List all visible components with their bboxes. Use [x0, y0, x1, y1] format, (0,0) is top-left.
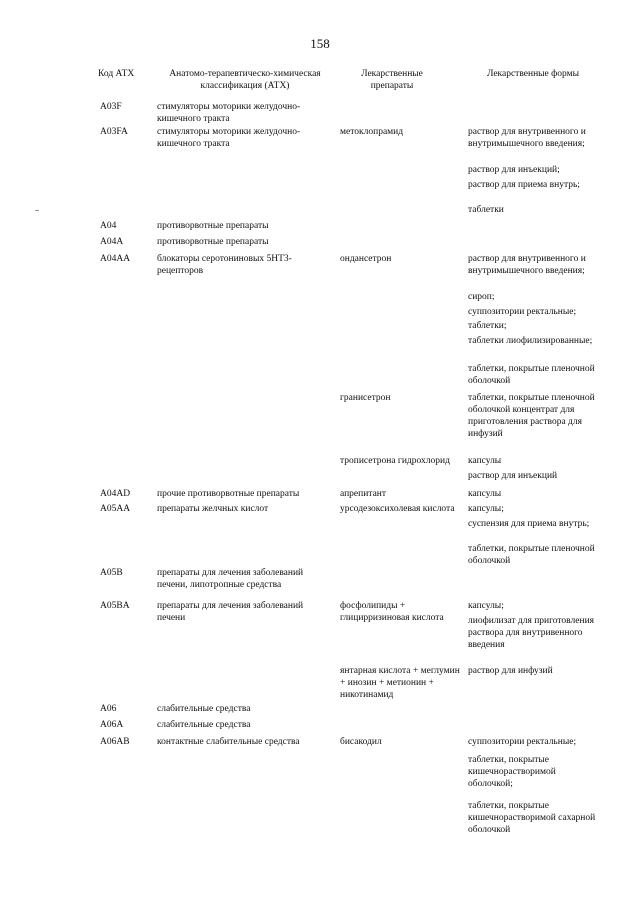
dosage-form-item: лиофилизат для приготовления раствора для внутривенного введения — [468, 616, 595, 650]
atc-code: A04AD — [100, 489, 131, 499]
atc-classification: препараты для лечения заболеваний печени, липотропные средства — [157, 568, 304, 590]
dosage-form-item: таблетки лиофилизированные; — [468, 336, 593, 346]
dosage-form-item: раствор для внутривенного и внутримышечного введения; — [468, 127, 586, 149]
atc-code: A06A — [100, 720, 124, 730]
page-number: 158 — [310, 36, 330, 51]
dosage-form-item: суппозитории ректальные; — [468, 307, 577, 317]
atc-classification: противорвотные препараты — [157, 237, 269, 247]
atc-classification: стимуляторы моторики желудочно-кишечного тракта — [157, 102, 301, 124]
atc-classification: контактные слабительные средства — [157, 737, 300, 747]
atc-code: A04A — [100, 237, 124, 247]
dosage-form-item: раствор для инъекций; — [468, 165, 560, 175]
dosage-form-item: таблетки, покрытые пленочной оболочкой — [468, 364, 595, 386]
atc-code: A05BA — [100, 601, 130, 611]
dosage-form-item: таблетки, покрытые пленочной оболочкой концентрат для приготовления раствора для инфузий — [468, 393, 595, 439]
dosage-form-item: капсулы; — [468, 601, 504, 611]
dosage-form-item: суспензия для приема внутрь; — [468, 519, 590, 529]
dosage-form-item: капсулы — [468, 489, 502, 499]
dosage-form-item: капсулы; — [468, 504, 504, 514]
atc-code: A03FA — [100, 127, 128, 137]
atc-code: A06 — [100, 704, 117, 714]
drug-name: урсодезоксихолевая кислота — [340, 504, 455, 514]
dosage-form-item: раствор для внутривенного и внутримышечного введения; — [468, 254, 586, 276]
atc-classification: препараты желчных кислот — [157, 504, 269, 514]
dosage-form-item: капсулы — [468, 456, 502, 466]
drug-name: бисакодил — [340, 737, 382, 747]
dosage-form-item: раствор для инъекций — [468, 471, 558, 481]
dosage-form-item: раствор для приема внутрь; — [468, 180, 580, 190]
atc-code: A03F — [100, 102, 122, 112]
atc-classification: прочие противорвотные препараты — [157, 489, 300, 499]
dosage-form-item: таблетки; — [468, 321, 507, 331]
atc-code: A06AB — [100, 737, 130, 747]
atc-classification: блокаторы серотониновых 5HT3-рецепторов — [157, 254, 292, 276]
atc-classification: слабительные средства — [157, 720, 251, 730]
atc-code: A04AA — [100, 254, 131, 264]
drug-name: апрепитант — [340, 489, 387, 499]
drug-name: трописетрона гидрохлорид — [340, 456, 450, 466]
atc-classification: слабительные средства — [157, 704, 251, 714]
drug-name: метоклопрамид — [340, 127, 404, 137]
dosage-form-item: сироп; — [468, 292, 495, 302]
dosage-form-item: раствор для инфузий — [468, 666, 553, 676]
header-classification: Анатомо-терапевтическо-химическая классификация (АТХ) — [169, 69, 321, 91]
header-drugs: Лекарственные препараты — [361, 69, 423, 91]
header-code: Код АТХ — [98, 69, 135, 79]
drug-name: ондансетрон — [340, 254, 392, 264]
dosage-form-item: таблетки, покрытые кишечнорастворимой сахарной оболочкой — [468, 801, 596, 835]
drug-name: янтарная кислота + меглумин + инозин + метионин + никотинамид — [340, 666, 460, 700]
atc-classification: препараты для лечения заболеваний печени — [157, 601, 304, 623]
drug-name: фосфолипиды + глицирризиновая кислота — [340, 601, 444, 623]
dosage-form-item: суппозитории ректальные; — [468, 737, 577, 747]
dosage-form-item: таблетки — [468, 205, 504, 215]
dosage-form-item: таблетки, покрытые пленочной оболочкой — [468, 544, 595, 566]
atc-code: A04 — [100, 221, 117, 231]
atc-code: A05B — [100, 568, 123, 578]
dosage-form-item: таблетки, покрытые кишечнорастворимой оболочкой; — [468, 755, 556, 789]
atc-classification: стимуляторы моторики желудочно-кишечного тракта — [157, 127, 301, 149]
drug-name: гранисетрон — [340, 393, 391, 403]
header-forms: Лекарственные формы — [486, 69, 580, 79]
atc-code: A05AA — [100, 504, 131, 514]
atc-classification: противорвотные препараты — [157, 221, 269, 231]
margin-mark — [35, 210, 39, 211]
